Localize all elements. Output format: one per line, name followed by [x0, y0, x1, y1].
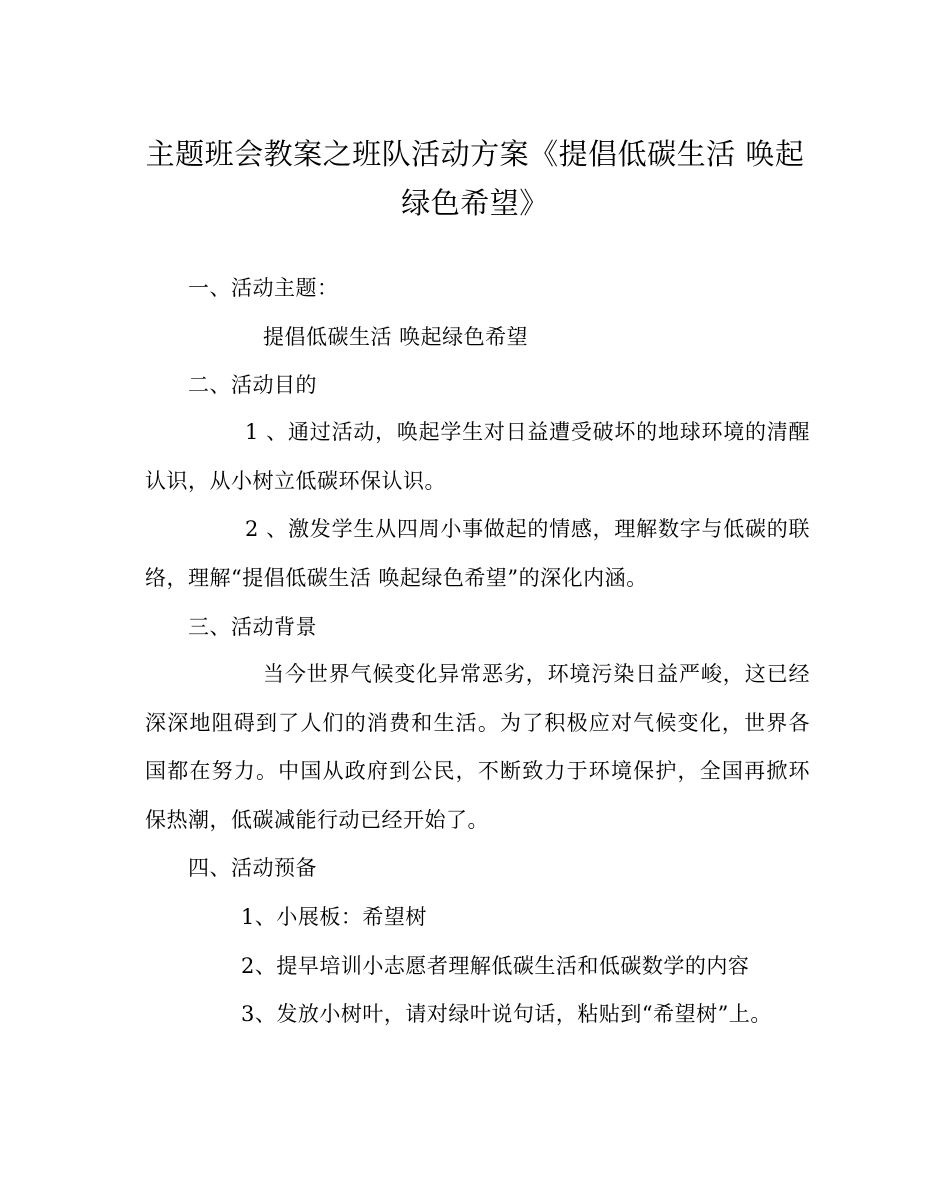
theme-content: 提倡低碳生活 唤起绿色希望: [263, 325, 529, 349]
section-heading-background: 三、活动背景: [188, 615, 317, 639]
section-heading-preparation: 四、活动预备: [188, 856, 317, 880]
document-title: 主题班会教案之班队活动方案《提倡低碳生活 唤起绿色希望》: [145, 137, 805, 220]
preparation-item-1: 1、小展板：希望树: [241, 905, 427, 929]
purpose-item-2: 2 、激发学生从四周小事做起的情感，理解数字与低碳的联络，理解“提倡低碳生活 唤起绿色希望”的深化内涵。: [145, 517, 810, 590]
preparation-item-3: 3、发放小树叶，请对绿叶说句话，粘贴到“希望树”上。: [241, 1002, 772, 1026]
section-heading-theme: 一、活动主题：: [188, 276, 339, 300]
purpose-item-1: 1 、通过活动，唤起学生对日益遭受破坏的地球环境的清醒认识，从小树立低碳环保认识。: [145, 420, 810, 493]
preparation-item-2: 2、提早培训小志愿者理解低碳生活和低碳数学的内容: [241, 954, 750, 978]
background-content: 当今世界气候变化异常恶劣，环境污染日益严峻，这已经深深地阻碍到了人们的消费和生活。为了积极应对气候变化，世界各国都在努力。中国从政府到公民，不断致力于环境保护，全国再掀环保热潮，低碳减能行动已经开始了。: [145, 662, 810, 832]
section-heading-purpose: 二、活动目的: [188, 373, 317, 397]
